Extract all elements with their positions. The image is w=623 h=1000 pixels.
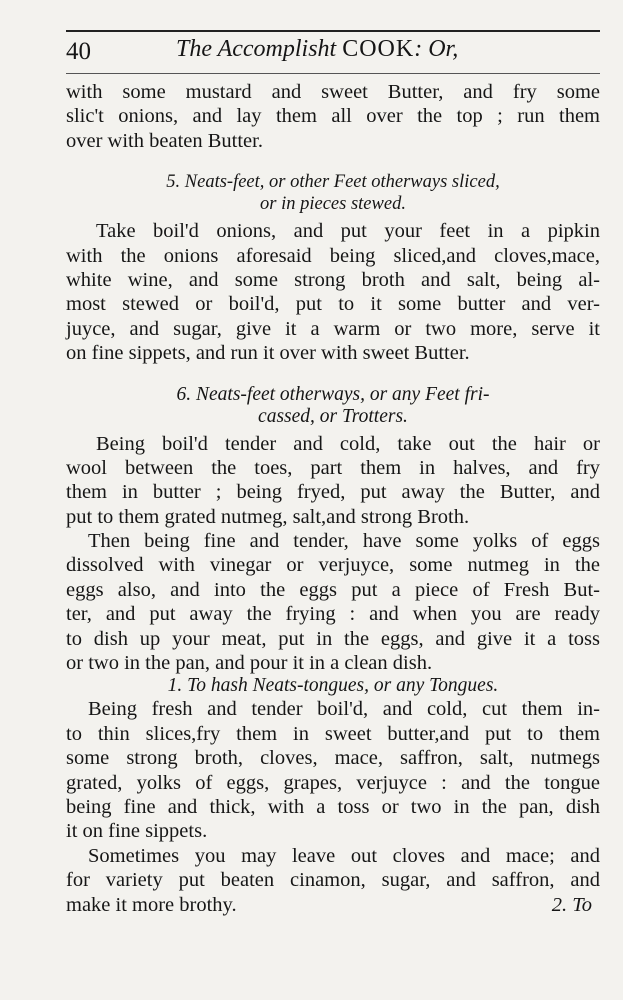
text-line: Being boil'd tender and cold, take out the hair or — [96, 432, 600, 455]
text-line: make it more brothy. — [66, 893, 237, 916]
text-line: Take boil'd onions, and put your feet in a pipkin — [96, 220, 600, 243]
text-line: dissolved with vinegar or verjuyce, some nutmeg in the — [66, 554, 600, 577]
text-line: white wine, and some strong broth and salt, being al- — [66, 268, 600, 291]
page-header — [66, 30, 600, 74]
text-line: over with beaten Butter. — [66, 129, 263, 152]
recipe-1-paragraph-2 — [66, 844, 600, 917]
text-line-with-catchword — [66, 893, 600, 917]
header-rule — [66, 73, 600, 74]
text-line: for variety put beaten cinamon, sugar, and saffron, and — [66, 869, 600, 892]
text-line: eggs also, and into the eggs put a piece of Fresh But- — [66, 578, 600, 601]
text-line: Then being fine and tender, have some yolks of eggs — [88, 530, 600, 553]
text-line: being fine and thick, with a toss or two in the pan, dish — [66, 795, 600, 818]
paragraph-continuation — [66, 80, 600, 153]
text-line: or two in the pan, and pour it in a clean dish. — [66, 652, 433, 675]
text-line: it on fine sippets. — [66, 820, 208, 843]
heading-line: or in pieces stewed. — [260, 194, 406, 215]
recipe-5-paragraph — [66, 219, 600, 365]
recipe-heading-1: 1. To hash Neats-tongues, or any Tongues. — [167, 675, 499, 697]
text-line: with some mustard and sweet Butter, and fry some — [66, 81, 600, 103]
recipe-6-paragraph-2 — [66, 529, 600, 675]
text-line: ter, and put away the frying : and when you are ready — [66, 603, 600, 626]
heading-line: 6. Neats-feet otherways, or any Feet fri- — [176, 383, 490, 405]
text-line: grated, yolks of eggs, grapes, verjuyce : and the tongue — [66, 771, 600, 794]
running-title-italic: The Accomplisht — [176, 36, 337, 62]
running-title-suffix: : Or, — [414, 36, 459, 62]
text-line: with the onions aforesaid being sliced,and cloves,mace, — [66, 244, 600, 267]
text-line: to thin slices,fry them in sweet butter,and put to them — [66, 722, 600, 745]
text-line: them in butter ; being fryed, put away the Butter, and — [66, 481, 600, 504]
text-line: most stewed or boil'd, put to it some butter and ver- — [66, 293, 600, 316]
recipe-heading-6 — [66, 384, 600, 428]
running-title-caps: COOK — [342, 36, 415, 62]
text-line: some strong broth, cloves, mace, saffron, salt, nutmegs — [66, 747, 600, 770]
heading-line: 5. Neats-feet, or other Feet otherways sliced, — [166, 172, 500, 193]
page-body — [66, 80, 600, 917]
recipe-heading-5 — [66, 171, 600, 215]
recipe-1-paragraph — [66, 697, 600, 843]
text-line: put to them grated nutmeg, salt,and strong Broth. — [66, 505, 470, 528]
heading-line: cassed, or Trotters. — [258, 405, 408, 427]
page-number: 40 — [66, 38, 91, 65]
text-line: slic't onions, and lay them all over the top ; run them — [66, 105, 600, 128]
text-line: wool between the toes, part them in halves, and fry — [66, 456, 600, 479]
text-line: Sometimes you may leave out cloves and mace; and — [88, 844, 600, 867]
text-line: on fine sippets, and run it over with sweet Butter. — [66, 342, 470, 365]
catchword: 2. To — [551, 893, 592, 916]
text-line: Being fresh and tender boil'd, and cold, cut them in- — [88, 698, 600, 721]
recipe-6-paragraph — [66, 432, 600, 530]
text-line: juyce, and sugar, give it a warm or two more, serve it — [66, 317, 600, 340]
text-line: to dish up your meat, put in the eggs, and give it a toss — [66, 627, 600, 650]
running-title — [176, 36, 458, 63]
